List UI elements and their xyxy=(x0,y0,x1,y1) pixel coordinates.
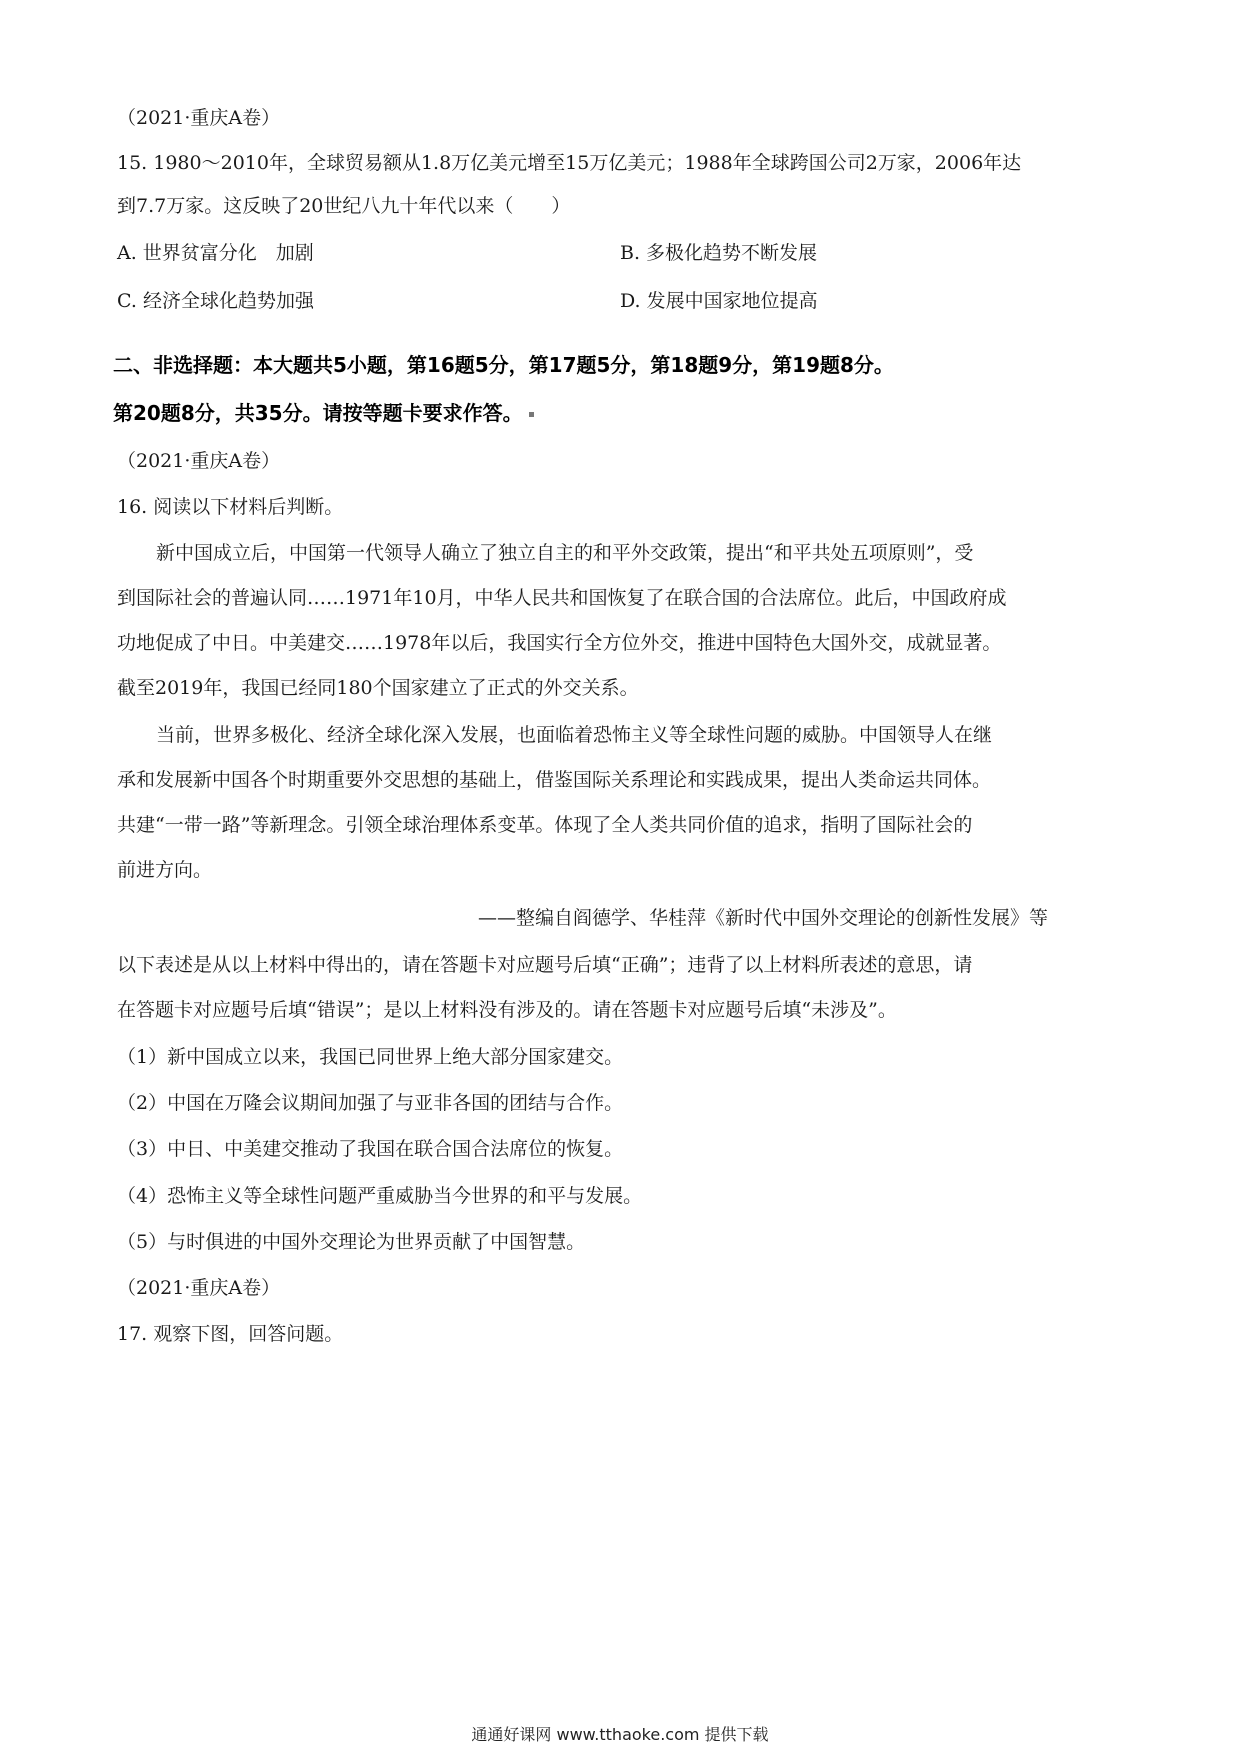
q16-item-2: （2）中国在万隆会议期间加强了与亚非各国的团结与合作。 xyxy=(117,1092,624,1114)
q15-option-c: C. 经济全球化趋势加强 xyxy=(117,290,314,312)
q16-citation: ——整编自阎德学、华桂萍《新时代中国外交理论的创新性发展》等 xyxy=(478,907,1049,929)
section2-heading-line-1: 二、非选择题：本大题共5小题，第16题5分，第17题5分，第18题9分，第19题8分。 xyxy=(113,353,894,377)
q16-para2-line: 前进方向。 xyxy=(117,859,213,881)
q16-para1-line: 到国际社会的普遍认同……1971年10月，中华人民共和国恢复了在联合国的合法席位。此后，中国政府成 xyxy=(117,587,1007,609)
q16-para2-line: 当前，世界多极化、经济全球化深入发展，也面临着恐怖主义等全球性问题的威胁。中国领导人在继 xyxy=(156,724,993,746)
q16-item-3: （3）中日、中美建交推动了我国在联合国合法席位的恢复。 xyxy=(117,1138,624,1160)
section2-heading-line-2-text: 第20题8分，共35分。请按等题卡要求作答。 xyxy=(113,401,523,425)
q16-item-1: （1）新中国成立以来，我国已同世界上绝大部分国家建交。 xyxy=(117,1046,624,1068)
q15-option-a: A. 世界贫富分化 加剧 xyxy=(117,242,314,264)
q16-para2-line: 承和发展新中国各个时期重要外交思想的基础上，借鉴国际关系理论和实践成果，提出人类命运共同体。 xyxy=(117,769,992,791)
q15-stem-line-2: 到7.7万家。这反映了20世纪八九十年代以来（ ） xyxy=(117,195,571,217)
q16-para2-line: 共建“一带一路”等新理念。引领全球治理体系变革。体现了全人类共同价值的追求，指明了国际社会的 xyxy=(117,814,973,836)
page-footer: 通通好课网 www.tthaoke.com 提供下载 xyxy=(471,1725,769,1744)
q15-stem-line-1: 15. 1980～2010年，全球贸易额从1.8万亿美元增至15万亿美元；1988年全球跨国公司2万家，2006年达 xyxy=(117,152,1022,174)
q16-instruction-line: 在答题卡对应题号后填“错误”；是以上材料没有涉及的。请在答题卡对应题号后填“未涉及”。 xyxy=(117,999,897,1021)
q15-option-b: B. 多极化趋势不断发展 xyxy=(620,242,818,264)
q16-item-5: （5）与时俱进的中国外交理论为世界贡献了中国智慧。 xyxy=(117,1231,586,1253)
q16-para1-line: 截至2019年，我国已经同180个国家建立了正式的外交关系。 xyxy=(117,677,639,699)
q15-source: （2021·重庆A卷） xyxy=(117,107,281,129)
q16-para1-line: 功地促成了中日。中美建交……1978年以后，我国实行全方位外交，推进中国特色大国外交，成就显著。 xyxy=(117,632,1002,654)
q16-instruction-line: 以下表述是从以上材料中得出的，请在答题卡对应题号后填“正确”；违背了以上材料所表述的意思，请 xyxy=(117,954,973,976)
q17-source: （2021·重庆A卷） xyxy=(117,1277,281,1299)
section2-heading-line-2 xyxy=(113,400,534,426)
q16-para1-line: 新中国成立后，中国第一代领导人确立了独立自主的和平外交政策，提出“和平共处五项原则”，受 xyxy=(156,542,974,564)
q16-item-4: （4）恐怖主义等全球性问题严重威胁当今世界的和平与发展。 xyxy=(117,1185,643,1207)
q17-stem: 17. 观察下图，回答问题。 xyxy=(117,1323,344,1345)
q16-source: （2021·重庆A卷） xyxy=(117,450,281,472)
q15-option-d: D. 发展中国家地位提高 xyxy=(620,290,818,312)
q16-stem: 16. 阅读以下材料后判断。 xyxy=(117,496,344,518)
scan-mark xyxy=(529,412,534,417)
